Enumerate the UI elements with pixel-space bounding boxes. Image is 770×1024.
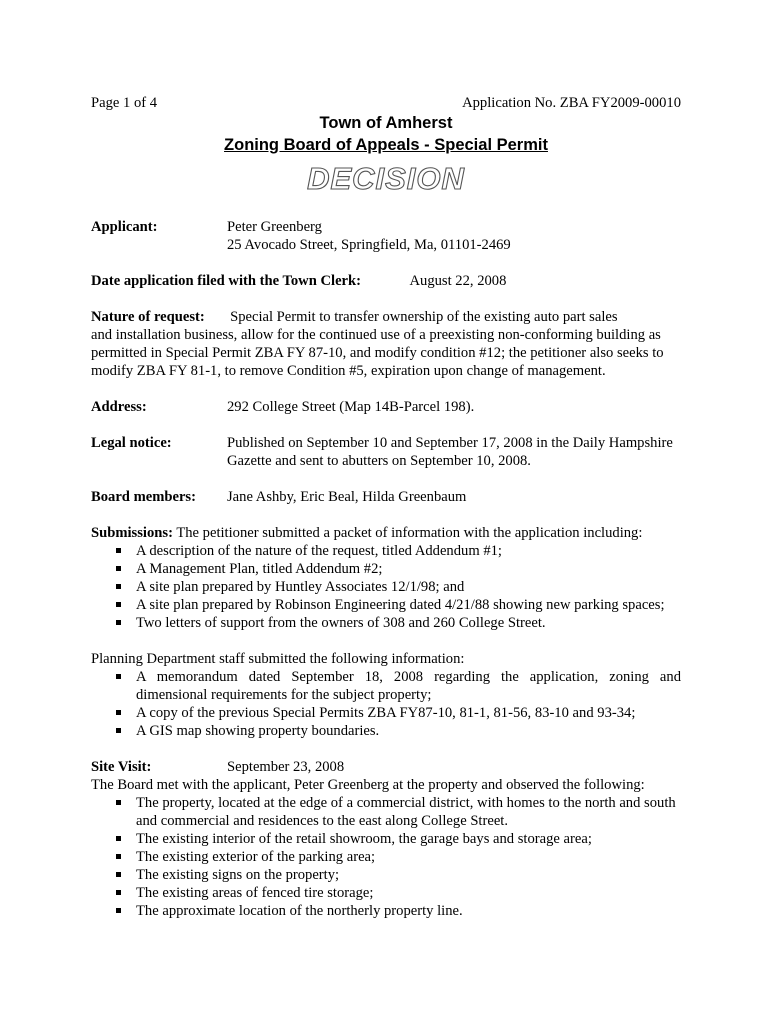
nature-line: permitted in Special Permit ZBA FY 87-10, and modify condition #12; the petitioner also seeks to (91, 345, 664, 361)
list-item: The property, located at the edge of a commercial district, with homes to the north and south and commercial and residences to the east along College Street. (91, 794, 681, 830)
site-visit-list (91, 794, 681, 920)
applicant-name: Peter Greenberg (227, 219, 322, 235)
list-item: A site plan prepared by Robinson Engineering dated 4/21/88 showing new parking spaces; (91, 596, 681, 614)
bullet-icon (116, 620, 121, 625)
list-item: The approximate location of the northerly property line. (91, 902, 681, 920)
bullet-icon (116, 872, 121, 877)
address-label: Address: (91, 399, 147, 415)
legal-notice-line: Gazette and sent to abutters on September 10, 2008. (227, 453, 531, 469)
planning-list (91, 668, 681, 740)
site-visit-label: Site Visit: (91, 759, 152, 775)
submissions-intro: The petitioner submitted a packet of information with the application including: (176, 525, 643, 541)
decision-stamp-area (91, 161, 681, 216)
bullet-icon (116, 800, 121, 805)
nature-line: modify ZBA FY 81-1, to remove Condition #5, expiration upon change of management. (91, 363, 606, 379)
planning-section (91, 650, 681, 740)
nature-of-request (91, 308, 681, 380)
list-item: The existing exterior of the parking area; (91, 848, 681, 866)
date-filed-label: Date application filed with the Town Clerk: (91, 273, 361, 289)
site-visit-section (91, 758, 681, 920)
bullet-icon (116, 854, 121, 859)
legal-notice-line: Published on September 10 and September 17, 2008 in the Daily Hampshire (227, 435, 673, 451)
list-item: A GIS map showing property boundaries. (91, 722, 681, 740)
board-members-field (91, 488, 681, 506)
list-item: The existing areas of fenced tire storage; (91, 884, 681, 902)
submissions-list (91, 542, 681, 632)
bullet-icon (116, 674, 121, 679)
list-item: A site plan prepared by Huntley Associates 12/1/98; and (91, 578, 681, 596)
nature-first-line: Special Permit to transfer ownership of the existing auto part sales (230, 309, 618, 325)
bullet-icon (116, 890, 121, 895)
document-page (91, 94, 681, 920)
board-members-label: Board members: (91, 489, 196, 505)
document-title: Town of Amherst (319, 114, 453, 132)
page-header (91, 94, 681, 112)
applicant-address: 25 Avocado Street, Springfield, Ma, 01101-2469 (227, 237, 511, 253)
submissions-section (91, 524, 681, 632)
site-visit-date: September 23, 2008 (227, 759, 345, 775)
decision-stamp: DECISION (307, 161, 465, 196)
nature-label: Nature of request: (91, 309, 205, 325)
application-number: Application No. ZBA FY2009-00010 (462, 95, 681, 111)
address-value: 292 College Street (Map 14B-Parcel 198). (227, 399, 475, 415)
bullet-icon (116, 548, 121, 553)
legal-notice-field (91, 434, 681, 470)
bullet-icon (116, 710, 121, 715)
bullet-icon (116, 584, 121, 589)
applicant-label: Applicant: (91, 219, 158, 235)
legal-notice-label: Legal notice: (91, 435, 172, 451)
list-item: A memorandum dated September 18, 2008 regarding the application, zoning and dimensional requirements for the subject property; (91, 668, 681, 704)
list-item: A description of the nature of the request, titled Addendum #1; (91, 542, 681, 560)
date-filed-value: August 22, 2008 (409, 273, 507, 289)
submissions-label: Submissions: (91, 525, 173, 541)
bullet-icon (116, 602, 121, 607)
list-item: Two letters of support from the owners of 308 and 260 College Street. (91, 614, 681, 632)
site-visit-intro: The Board met with the applicant, Peter Greenberg at the property and observed the following: (91, 777, 645, 793)
bullet-icon (116, 566, 121, 571)
bullet-icon (116, 908, 121, 913)
board-members-value: Jane Ashby, Eric Beal, Hilda Greenbaum (227, 489, 467, 505)
nature-line: and installation business, allow for the continued use of a preexisting non-conforming building as (91, 327, 661, 343)
list-item: The existing interior of the retail showroom, the garage bays and storage area; (91, 830, 681, 848)
page-number: Page 1 of 4 (91, 95, 158, 111)
planning-intro: Planning Department staff submitted the following information: (91, 651, 465, 667)
address-field (91, 398, 681, 416)
list-item: The existing signs on the property; (91, 866, 681, 884)
list-item: A copy of the previous Special Permits ZBA FY87-10, 81-1, 81-56, 83-10 and 93-34; (91, 704, 681, 722)
document-subtitle: Zoning Board of Appeals - Special Permit (224, 136, 548, 154)
applicant-field (91, 218, 681, 254)
date-filed-field (91, 272, 681, 290)
list-item: A Management Plan, titled Addendum #2; (91, 560, 681, 578)
bullet-icon (116, 728, 121, 733)
bullet-icon (116, 836, 121, 841)
